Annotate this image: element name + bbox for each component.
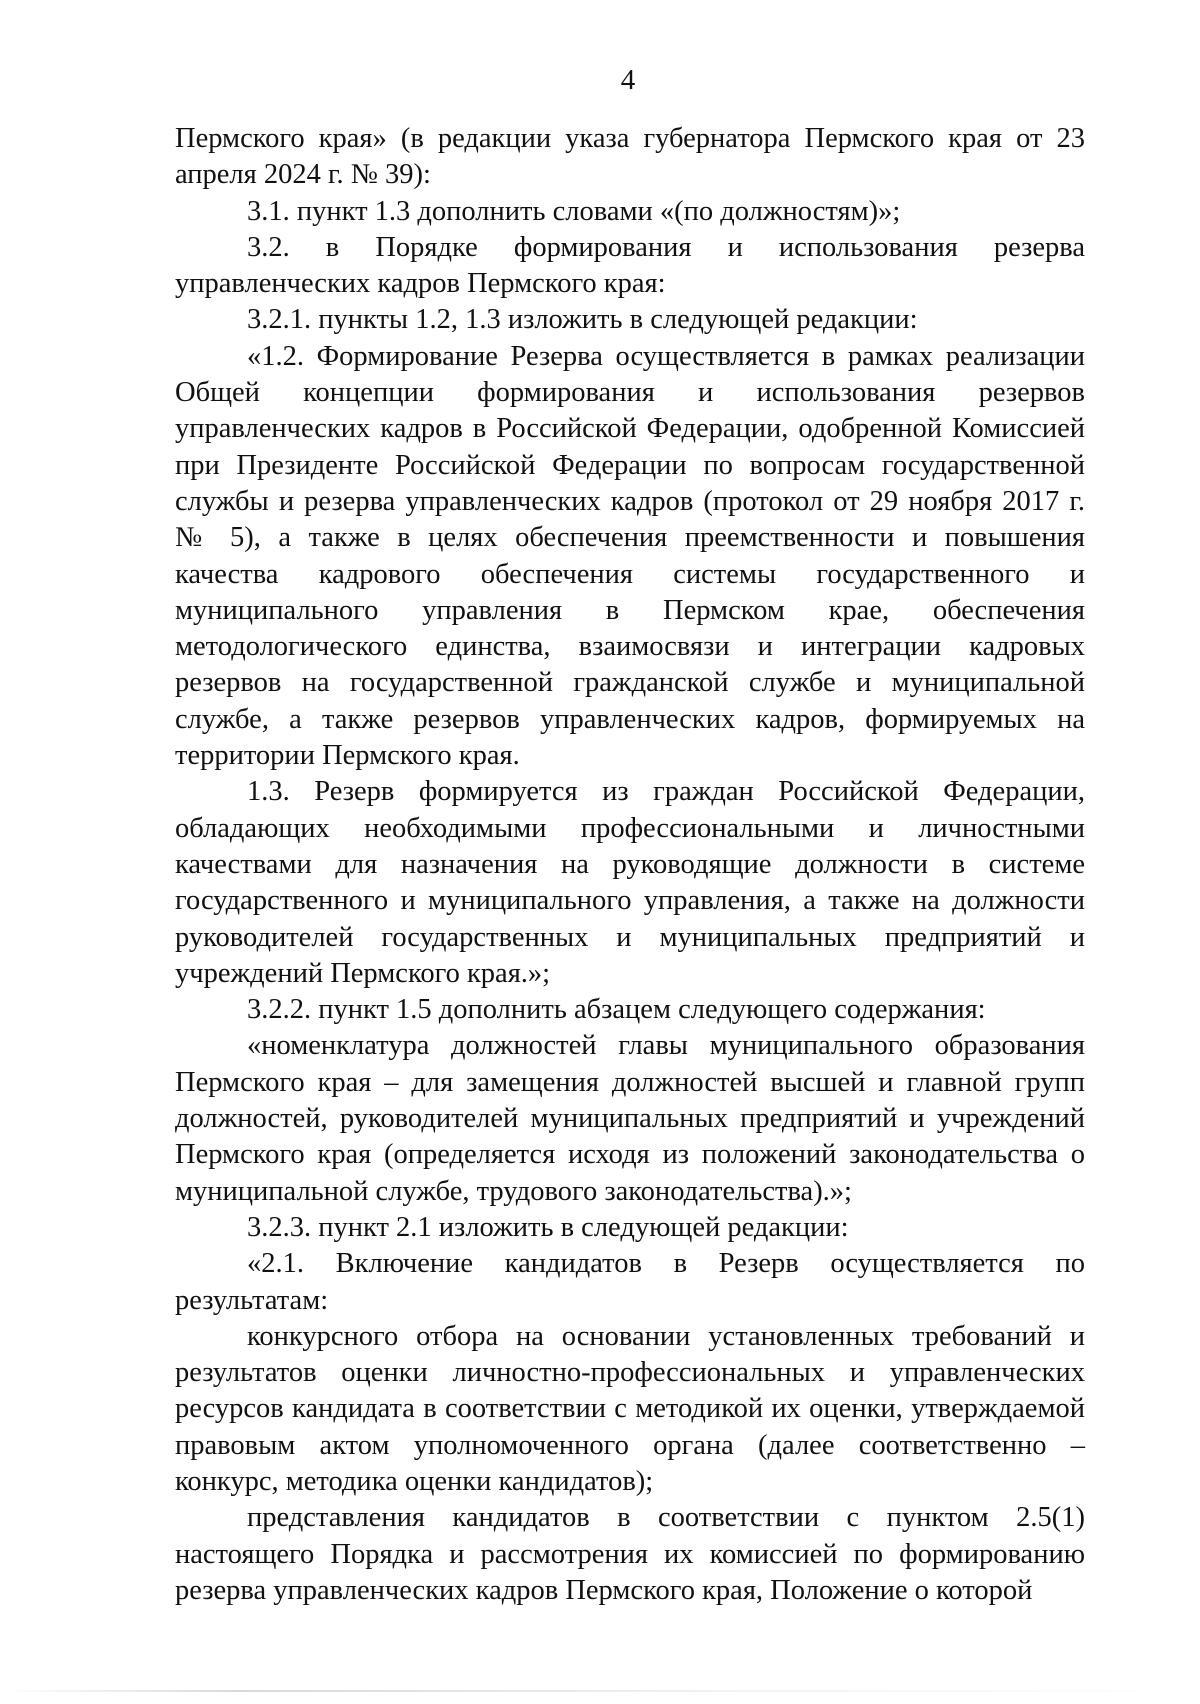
paragraph-3-2-3: 3.2.3. пункт 2.1 изложить в следующей редакции: — [247, 1211, 849, 1243]
paragraph-competition: конкурсного отбора на основании установленных требований и результатов оценки личностно-профессиональных и управленческих ресурсов кандидата в соответствии с методикой их оценки, утверждаемой правовым актом уполномоченного органа (далее соответственно – конкурс, методика оценки кандидатов); — [175, 1320, 1085, 1497]
paragraph-3-2-1: 3.2.1. пункты 1.2, 1.3 изложить в следующей редакции: — [247, 304, 918, 336]
document-body — [175, 121, 1085, 1609]
scan-edge-line — [0, 1690, 1200, 1692]
paragraph-3-2-2: 3.2.2. пункт 1.5 дополнить абзацем следующего содержания: — [247, 994, 986, 1026]
paragraph-3-1: 3.1. пункт 1.3 дополнить словами «(по должностям)»; — [247, 195, 901, 227]
paragraph-2-1: «2.1. Включение кандидатов в Резерв осуществляется по результатам: — [175, 1248, 1085, 1316]
paragraph-1-3: 1.3. Резерв формируется из граждан Российской Федерации, обладающих необходимыми профессиональными и личностными качествами для назначения на руководящие должности в системе государственного и муниципального управления, а также на должности руководителей государственных и муниципальных предприятий и учреждений Пермского края.»; — [175, 776, 1085, 989]
paragraph-1-2: «1.2. Формирование Резерва осуществляется в рамках реализации Общей концепции формирования и использования резервов управленческих кадров в Российской Федерации, одобренной Комиссией при Президенте Российской Федерации по вопросам государственной службы и резерва управленческих кадров (протокол от 29 ноября 2017 г. № 5), а также в целях обеспечения преемственности и повышения качества кадрового обеспечения системы государственного и муниципального управления в Пермском крае, обеспечения методологического единства, взаимосвязи и интеграции кадровых резервов на государственной гражданской службе и муниципальной службе, а также резервов управленческих кадров, формируемых на территории Пермского края. — [175, 340, 1085, 772]
paragraph-nomenclature: «номенклатура должностей главы муниципального образования Пермского края – для замещения должностей высшей и главной групп должностей, руководителей муниципальных предприятий и учреждений Пермского края (определяется исходя из положений законодательства о муниципальной службе, трудового законодательства).»; — [175, 1030, 1085, 1207]
paragraph-candidates: представления кандидатов в соответствии с пунктом 2.5(1) настоящего Порядка и рассмотрения их комиссией по формированию резерва управленческих кадров Пермского края, Положение о которой — [175, 1502, 1085, 1606]
page-number: 4 — [620, 64, 636, 96]
paragraph-intro: Пермского края» (в редакции указа губернатора Пермского края от 23 апреля 2024 г. № 39): — [175, 123, 1085, 191]
paragraph-3-2: 3.2. в Порядке формирования и использования резерва управленческих кадров Пермского края: — [175, 231, 1085, 300]
